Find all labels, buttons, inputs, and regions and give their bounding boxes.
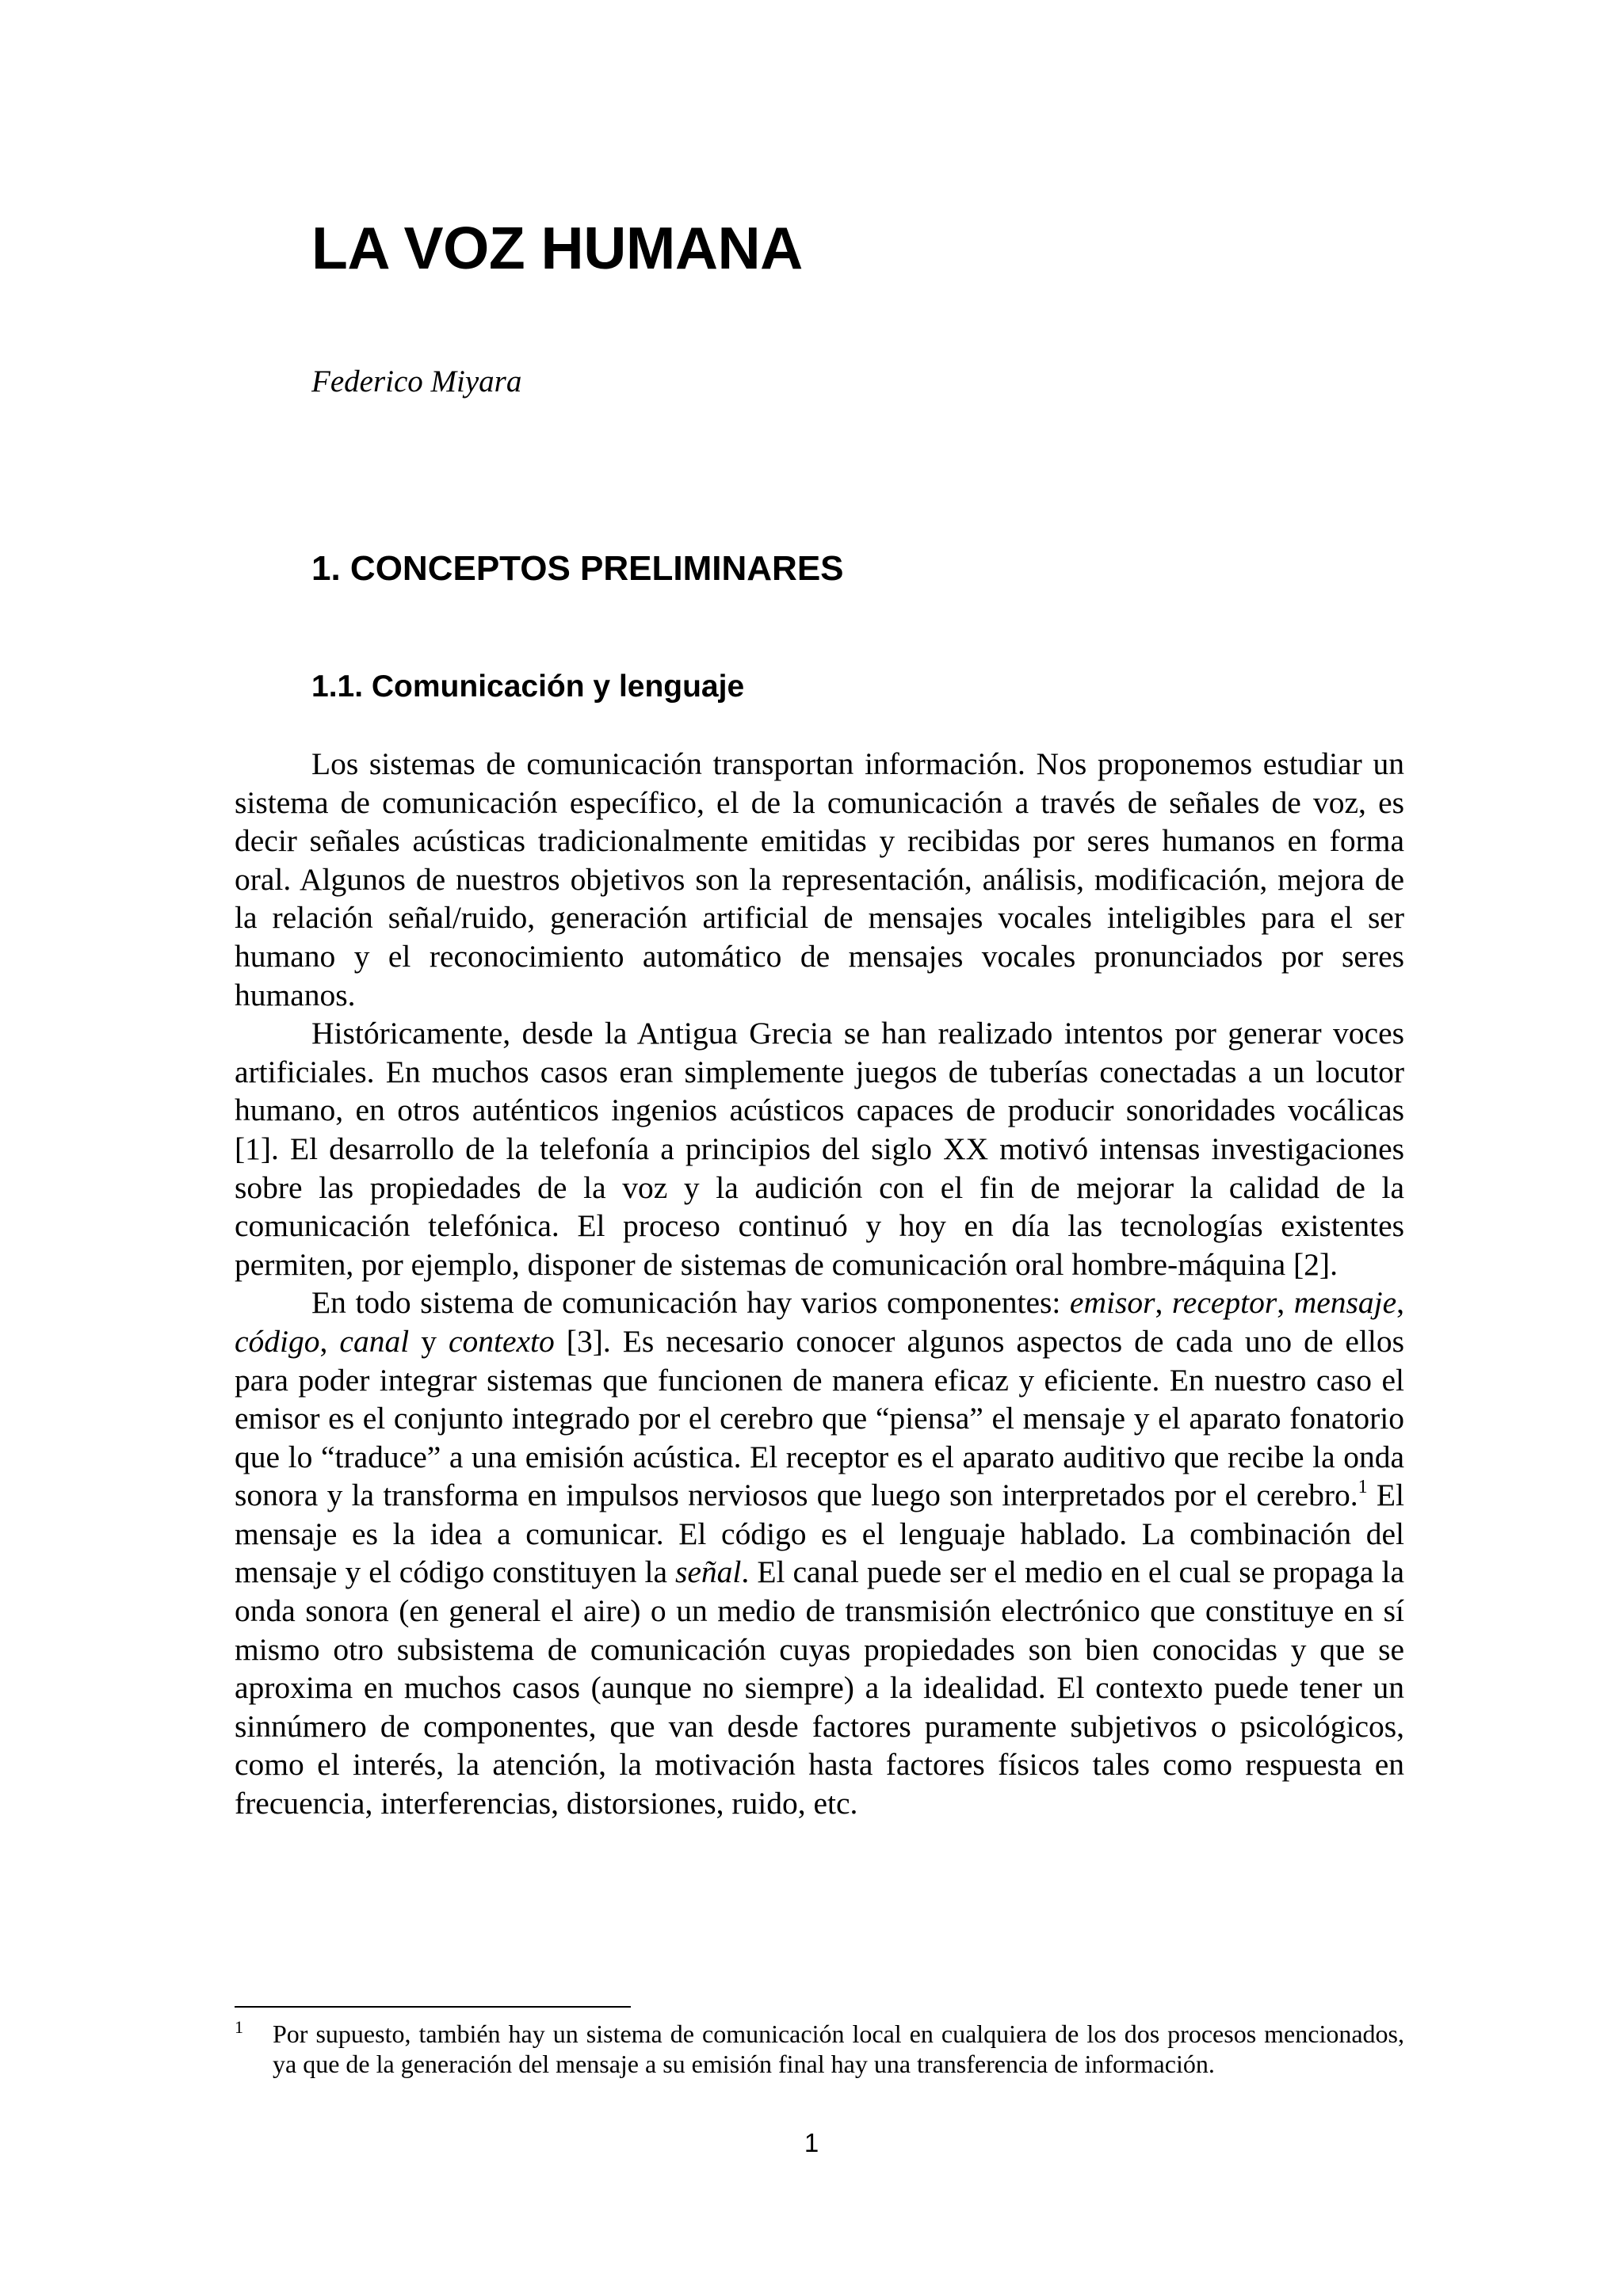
- separator: y: [409, 1323, 449, 1359]
- separator: ,: [1277, 1285, 1294, 1321]
- term-codigo: código: [235, 1323, 320, 1359]
- footnote-divider: [235, 2006, 631, 2008]
- paragraph-3: [235, 1283, 1404, 1822]
- paragraph-3-part-3: . El canal puede ser el medio en el cual se propaga la onda sonora (en general el aire) o un medio de transmisión electrónico que constituye en sí mismo otro subsistema de comunicación cuyas propiedades son bien conocidas y que se aproxima en muchos casos (aunque no siempre) a la idealidad. El contexto puede tener un sinnúmero de componentes, que van desde factores puramente subjetivos o psicológicos, como el interés, la atención, la motivación hasta factores físicos tales como respuesta en frecuencia, interferencias, distorsiones, ruido, etc.: [235, 1554, 1404, 1821]
- term-receptor: receptor: [1171, 1285, 1277, 1321]
- term-mensaje: mensaje: [1293, 1285, 1397, 1321]
- page-number: 1: [804, 2128, 819, 2157]
- paragraph-3-lead: En todo sistema de comunicación hay varios componentes:: [311, 1285, 1070, 1321]
- separator: ,: [1396, 1285, 1405, 1321]
- author-name: Federico Miyara: [311, 364, 522, 399]
- term-contexto: contexto: [448, 1323, 555, 1359]
- subsection-heading: 1.1. Comunicación y lenguaje: [311, 669, 745, 704]
- term-senal: señal: [675, 1554, 742, 1590]
- footnote-reference[interactable]: 1: [1358, 1477, 1368, 1498]
- paragraph-1: Los sistemas de comunicación transportan información. Nos proponemos estudiar un sistema de comunicación específico, el de la comunicación a través de señales de voz, es decir señales acústicas tradicionalmente emitidas y recibidas por seres humanos en forma oral. Algunos de nuestros objetivos son la representación, análisis, modificación, mejora de la relación señal/ruido, generación artificial de mensajes vocales inteligibles para el ser humano y el reconocimiento automático de mensajes vocales pronunciados por seres humanos.: [235, 746, 1404, 1013]
- separator: ,: [319, 1323, 340, 1359]
- footnote: [235, 2019, 1404, 2079]
- separator: ,: [1155, 1285, 1172, 1321]
- paragraph-3-part-2: El mensaje es la idea a comunicar. El código es el lenguaje hablado. La combinación del mensaje y el código constituyen la: [235, 1478, 1404, 1590]
- paragraph-3-part-1: [3]. Es necesario conocer algunos aspectos de cada uno de ellos para poder integrar sistemas que funcionen de manera eficaz y eficiente. En nuestro caso el emisor es el conjunto integrado por el cerebro que “piensa” el mensaje y el aparato fonatorio que lo “traduce” a una emisión acústica. El receptor es el aparato auditivo que recibe la onda sonora y la transforma en impulsos nerviosos que luego son interpretados por el cerebro.: [235, 1323, 1405, 1513]
- paragraph-2: Históricamente, desde la Antigua Grecia se han realizado intentos por generar voces artificiales. En muchos casos eran simplemente juegos de tuberías conectadas a un locutor humano, en otros auténticos ingenios acústicos capaces de producir sonoridades vocálicas [1]. El desarrollo de la telefonía a principios del siglo XX motivó intensas investigaciones sobre las propiedades de la voz y la audición con el fin de mejorar la calidad de la comunicación telefónica. El proceso continuó y hoy en día las tecnologías existentes permiten, por ejemplo, disponer de sistemas de comunicación oral hombre-máquina [2].: [235, 1016, 1404, 1282]
- section-heading: 1. CONCEPTOS PRELIMINARES: [311, 549, 844, 588]
- footnote-text: Por supuesto, también hay un sistema de comunicación local en cualquiera de los dos procesos mencionados, ya que de la generación del mensaje a su emisión final hay una transferencia de información.: [273, 2019, 1404, 2078]
- body-text: [235, 745, 1404, 1823]
- term-canal: canal: [339, 1323, 410, 1359]
- footnote-mark: 1: [235, 2017, 243, 2037]
- term-emisor: emisor: [1069, 1285, 1155, 1321]
- document-title: LA VOZ HUMANA: [311, 215, 803, 281]
